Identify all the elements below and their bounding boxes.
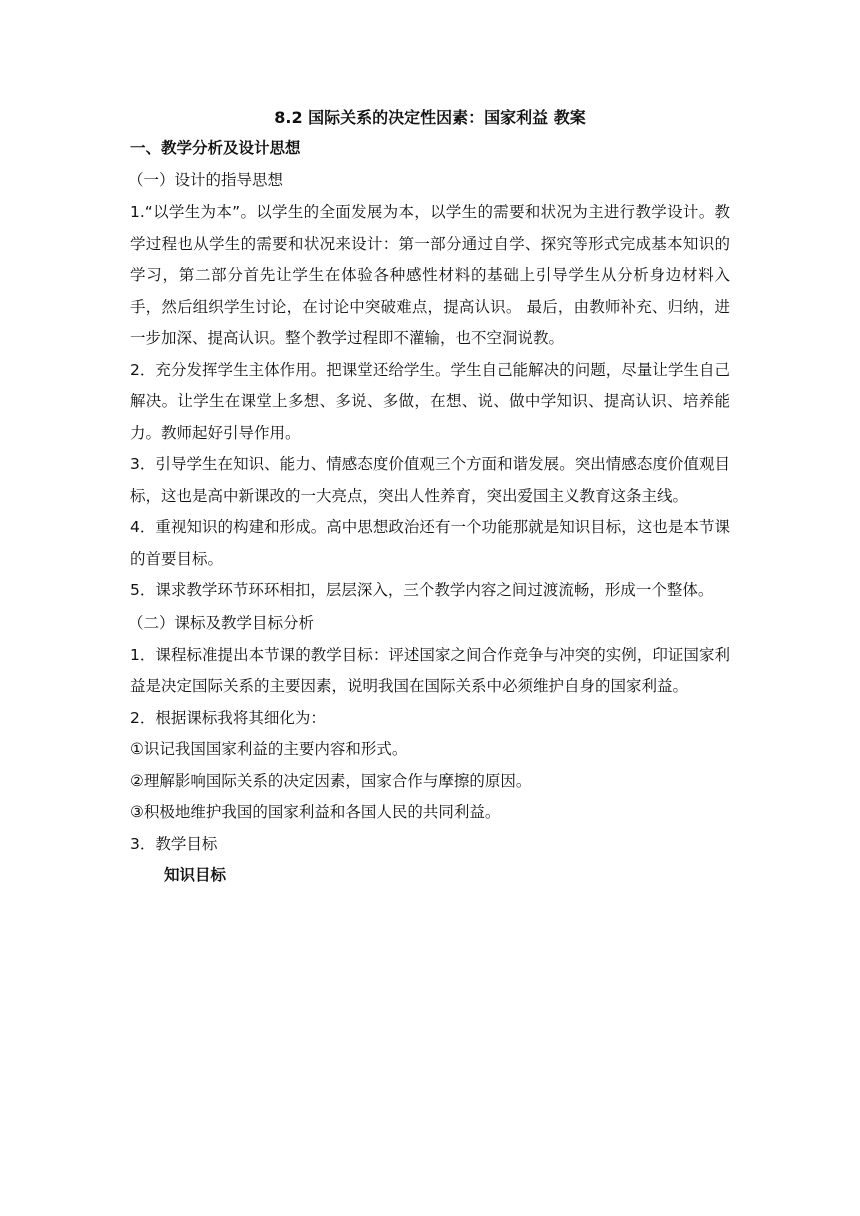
paragraph-knowledge-construction: 4．重视知识的构建和形成。高中思想政治还有一个功能那就是知识目标，这也是本节课的首要目标。 (130, 518, 730, 568)
subsection-heading-guiding-ideas: （一）设计的指导思想 (128, 171, 284, 189)
paragraph-teaching-links: 5．课求教学环节环环相扣，层层深入，三个教学内容之间过渡流畅，形成一个整体。 (130, 581, 714, 599)
list-item-objective-3: ③积极地维护我国的国家利益和各国人民的共同利益。 (130, 803, 501, 821)
subheading-knowledge-objectives: 知识目标 (164, 866, 227, 884)
paragraph-curriculum-standard: 1．课程标准提出本节课的教学目标：评述国家之间合作竞争与冲突的实例，印证国家利益是决定国际关系的主要因素，说明我国在国际关系中必须维护自身的国家利益。 (130, 645, 730, 695)
paragraph-student-centered: 1.“以学生为本”。以学生的全面发展为本，以学生的需要和状况为主进行教学设计。教学过程也从学生的需要和状况来设计：第一部分通过自学、探究等形式完成基本知识的学习，第二部分首先让学生在体验各种感性材料的基础上引导学生从分析身边材料入手，然后组织学生讨论，在讨论中突破难点，提高认识。 最后，由教师补充、归纳，进一步加深、提高认识。整个教学过程即不灌输，也不空洞说教。 (130, 203, 730, 347)
document-title: 8.2 国际关系的决定性因素：国家利益 教案 (274, 108, 586, 127)
list-item-objective-1: ①识记我国国家利益的主要内容和形式。 (130, 740, 408, 758)
document-page (130, 106, 730, 892)
paragraph-refinement: 2．根据课标我将其细化为： (130, 708, 326, 727)
subsection-heading-curriculum-goals: （二）课标及教学目标分析 (128, 613, 315, 632)
paragraph-student-role: 2．充分发挥学生主体作用。把课堂还给学生。学生自己能解决的问题，尽量让学生自己解决。让学生在课堂上多想、多说、多做，在想、说、做中学知识、提高认识、培养能力。教师起好引导作用。 (130, 360, 730, 442)
paragraph-teaching-objectives: 3．教学目标 (130, 834, 218, 853)
paragraph-harmonious-development: 3．引导学生在知识、能力、情感态度价值观三个方面和谐发展。突出情感态度价值观目标，这也是高中新课改的一大亮点，突出人性养育，突出爱国主义教育这条主线。 (130, 455, 730, 505)
list-item-objective-2: ②理解影响国际关系的决定因素，国家合作与摩擦的原因。 (130, 771, 532, 790)
section-heading-teaching-analysis: 一、教学分析及设计思想 (130, 139, 301, 157)
